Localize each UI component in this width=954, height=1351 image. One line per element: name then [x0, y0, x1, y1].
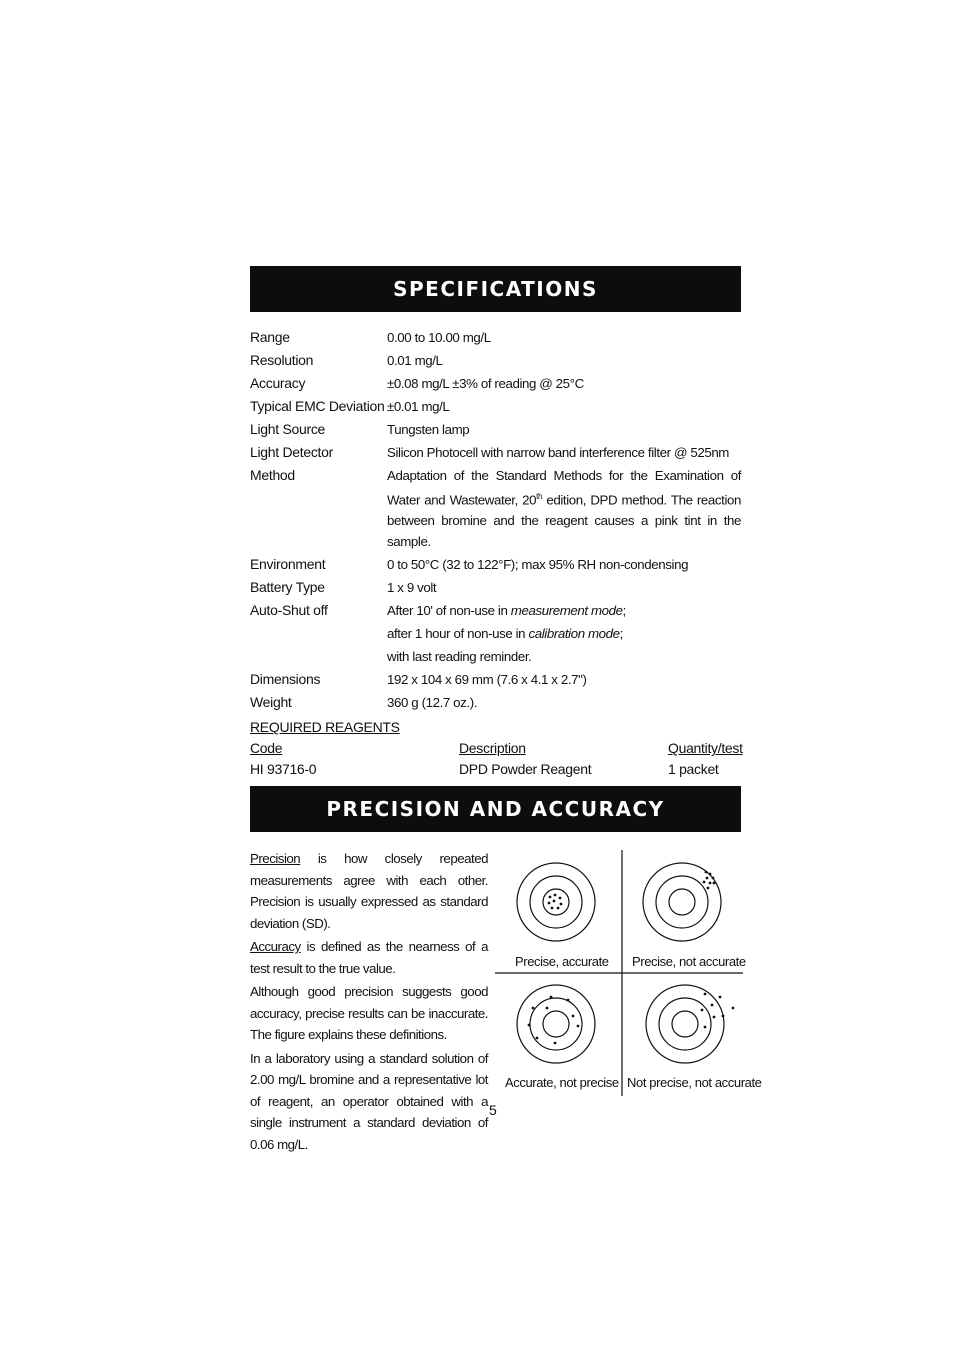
spec-label: Resolution	[250, 352, 314, 368]
reagent-quantity: 1 packet	[668, 761, 719, 778]
spec-row-light-source	[250, 419, 741, 440]
spec-row-environment	[250, 554, 741, 575]
reagents-heading: REQUIRED REAGENTS	[250, 719, 400, 736]
spec-value	[387, 600, 741, 667]
spec-value: 0.00 to 10.00 mg/L	[387, 330, 491, 345]
spec-row-dimensions	[250, 669, 741, 690]
spec-row-resolution	[250, 350, 741, 371]
specifications-table	[250, 327, 741, 713]
target-precise-accurate	[517, 863, 595, 941]
required-reagents	[250, 717, 741, 780]
hits-not-precise-not-accurate	[701, 993, 735, 1029]
specifications-header	[250, 266, 741, 312]
spec-value	[387, 465, 741, 552]
specifications-title: SPECIFICATIONS	[393, 277, 598, 301]
method-superscript: th	[536, 492, 543, 501]
precision-text	[250, 848, 488, 1157]
spec-label: Dimensions	[250, 671, 321, 688]
spec-label: Battery Type	[250, 579, 325, 596]
spec-row-method	[250, 465, 741, 552]
auto-off-line-1	[387, 600, 741, 621]
method-text-b: edition, DPD method. The reaction between bromine and the reagent causes a pink tint in the sample.	[387, 492, 742, 550]
auto-off-emphasis: measurement mode	[510, 603, 623, 619]
hits-precise-accurate	[548, 894, 563, 910]
spec-label: Light Source	[250, 421, 326, 437]
spec-row-range	[250, 327, 741, 348]
spec-value: 192 x 104 x 69 mm (7.6 x 4.1 x 2.7")	[387, 672, 587, 688]
auto-off-text: after 1 hour of non-use in	[387, 626, 529, 642]
spec-value: 0.01 mg/L	[387, 353, 443, 368]
method-text-a: Adaptation of the Standard Methods for the Examination of Water and Wastewater, 20	[387, 468, 741, 508]
target-diagram	[495, 850, 747, 1098]
page-number: 5	[489, 1102, 497, 1118]
auto-off-text: After 10' of non-use in	[387, 603, 511, 619]
spec-row-emc	[250, 396, 741, 417]
column-header-quantity: Quantity/test	[668, 740, 743, 757]
accuracy-paragraph	[250, 936, 488, 979]
spec-value: 1 x 9 volt	[387, 580, 437, 596]
spec-label: Weight	[250, 694, 292, 711]
term-accuracy: Accuracy	[250, 939, 301, 955]
spec-label: Accuracy	[250, 375, 306, 391]
manual-page	[250, 266, 762, 1152]
auto-off-text: ;	[619, 626, 623, 642]
reagent-description: DPD Powder Reagent	[459, 761, 592, 778]
spec-row-weight	[250, 692, 741, 713]
paragraph-text: is how closely repeated measurements agree with each other. Precision is usually expressed as standard deviation (SD).	[250, 851, 488, 931]
term-precision: Precision	[250, 851, 301, 867]
spec-value: 360 g (12.7 oz.).	[387, 695, 478, 711]
spec-label: Range	[250, 329, 290, 345]
caption-precise-not-accurate: Precise, not accurate	[632, 954, 746, 970]
spec-row-auto-shut-off	[250, 600, 741, 667]
caption-precise-accurate: Precise, accurate	[515, 954, 609, 970]
precision-section	[250, 832, 762, 1152]
explanation-paragraph: Although good precision suggests good accuracy, precise results can be inaccurate. The figure explains these definitions.	[250, 984, 488, 1043]
auto-off-line-2	[387, 623, 741, 644]
target-figure	[495, 850, 762, 1098]
precision-paragraph	[250, 848, 488, 934]
spec-label: Auto-Shut off	[250, 602, 328, 619]
caption-not-precise-not-accurate: Not precise, not accurate	[627, 1075, 762, 1091]
spec-value: ±0.01 mg/L	[387, 399, 450, 414]
column-header-code: Code	[250, 740, 283, 757]
spec-value: ±0.08 mg/L ±3% of reading @ 25°C	[387, 376, 584, 391]
paragraph-text: is defined as the nearness of a test result to the true value.	[250, 939, 488, 976]
auto-off-text: ;	[622, 603, 626, 619]
precision-header	[250, 786, 741, 832]
auto-off-emphasis: calibration mode	[528, 626, 620, 642]
spec-value: Tungsten lamp	[387, 422, 470, 437]
caption-accurate-not-precise: Accurate, not precise	[505, 1075, 619, 1091]
target-not-precise-not-accurate	[646, 985, 724, 1063]
spec-value: Silicon Photocell with narrow band interference filter @ 525nm	[387, 445, 729, 460]
column-header-description: Description	[459, 740, 526, 757]
reagent-code: HI 93716-0	[250, 761, 317, 778]
precision-title: PRECISION AND ACCURACY	[326, 797, 665, 822]
spec-label: Typical EMC Deviation	[250, 398, 385, 414]
spec-value: 0 to 50°C (32 to 122°F); max 95% RH non-condensing	[387, 557, 689, 573]
spec-row-light-detector	[250, 442, 741, 463]
laboratory-paragraph: In a laboratory using a standard solution of 2.00 mg/L bromine and a representative lot of reagent, an operator obtained with a single instrument a standard deviation of 0.06 mg/L.	[250, 1050, 488, 1152]
spec-row-battery	[250, 577, 741, 598]
spec-label: Light Detector	[250, 444, 333, 460]
auto-off-line-3: with last reading reminder.	[387, 649, 532, 665]
spec-label: Environment	[250, 556, 326, 573]
spec-row-accuracy	[250, 373, 741, 394]
reagents-table	[250, 738, 741, 780]
spec-label: Method	[250, 467, 295, 483]
